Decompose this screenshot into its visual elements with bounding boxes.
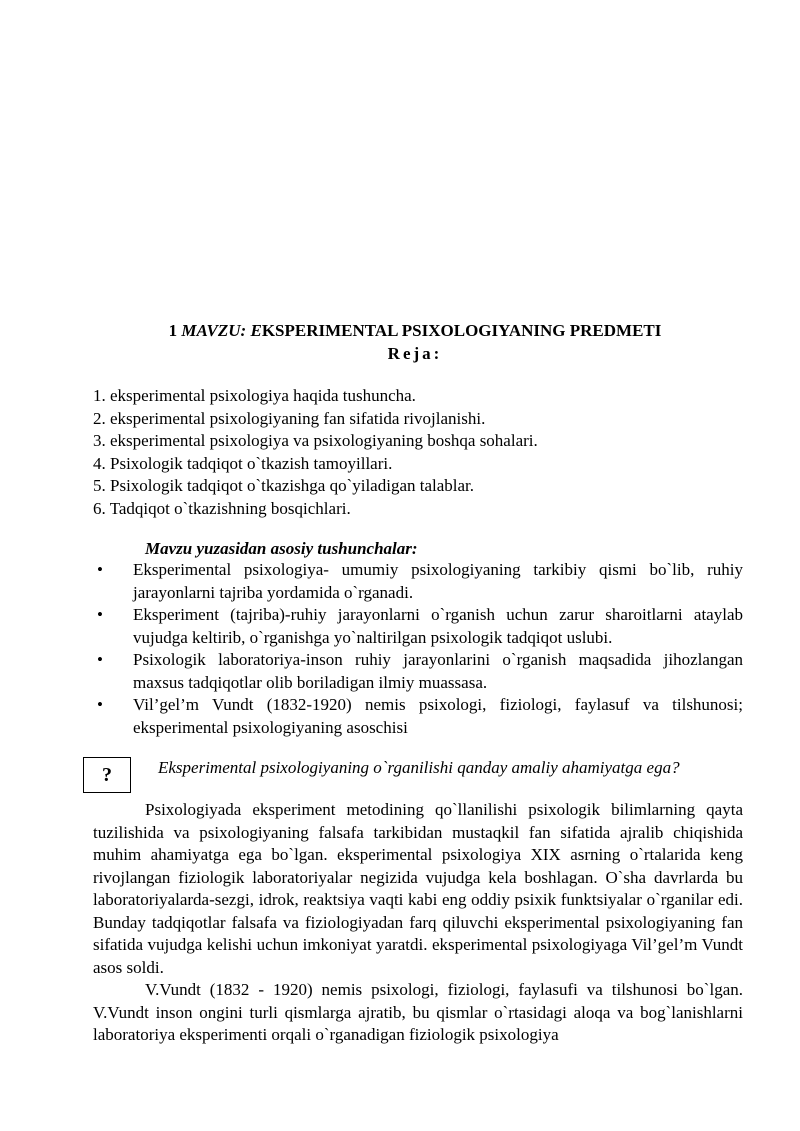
title-rest: KSPERIMENTAL PSIXOLOGIYANING PREDMETI: [261, 321, 662, 340]
plan-item: 3. eksperimental psixologiya va psixologiyaning boshqa sohalari.: [93, 431, 538, 450]
concept-item: [93, 559, 743, 604]
concept-text: Eksperiment (tajriba)-ruhiy jarayonlarni o`rganish uchun zarur sharoitlarni ataylab vujudga keltirib, o`rganishga yo`naltirilgan psixologik tadqiqot uslubi.: [133, 605, 743, 647]
concept-text: Psixologik laboratoriya-inson ruhiy jarayonlarini o`rganish maqsadida jihozlangan maxsus tadqiqotlar olib boriladigan ilmiy muassasa.: [133, 650, 743, 692]
bullet-icon: •: [97, 695, 103, 714]
title-prefix: 1: [168, 321, 182, 340]
plan-item: 6. Tadqiqot o`tkazishning bosqichlari.: [93, 498, 351, 518]
concepts-list: [93, 559, 743, 739]
concepts-heading: Mavzu yuzasidan asosiy tushunchalar:: [145, 539, 418, 558]
bullet-icon: •: [97, 560, 103, 579]
concept-text: Eksperimental psixologiya- umumiy psixologiyaning tarkibiy qismi bo`lib, ruhiy jarayonlarni tajriba yordamida o`rganadi.: [133, 560, 743, 602]
plan-heading: Reja:: [387, 344, 443, 363]
bullet-icon: •: [97, 650, 103, 669]
question-text: Eksperimental psixologiyaning o`rganilishi qanday amaliy ahamiyatga ega?: [158, 758, 680, 777]
plan-list: [93, 385, 743, 520]
bullet-icon: •: [97, 605, 103, 624]
concept-text: Vil’gel’m Vundt (1832-1920) nemis psixologi, fiziologi, faylasuf va tilshunosi; eksperimental psixologiyaning asoschisi: [133, 695, 743, 737]
question-mark-box: ?: [83, 757, 131, 793]
concept-item: [93, 649, 743, 694]
concept-item: [93, 694, 743, 739]
plan-item: 2. eksperimental psixologiyaning fan sifatida rivojlanishi.: [93, 408, 486, 428]
title-italic: MAVZU: E: [181, 321, 262, 340]
body-text: [93, 799, 743, 1047]
page-title: [90, 320, 740, 342]
paragraph: Psixologiyada eksperiment metodining qo`llanilishi psixologik bilimlarning qayta tuzilishida va psixologiyaning falsafa tarkibidan mustaqkil fan sifatida ajralib chiqishida muhim ahamiyatga ega bo`lgan. eksperimental psixologiya XIX asrning o`rtalarida keng rivojlangan fiziologik laboratoriyalar negizida vujudga kela boshlagan. O`sha davrlarda bu laboratoriyalarda-sezgi, idrok, reaktsiya vaqti kabi eng oddiy psixik funktsiyalar o`rganilar edi. Bunday tadqiqotlar falsafa va fiziologiyadan farq qiluvchi eksperimental psixologiyaning fan sifatida vujudga kelishi uchun imkoniyat yaratdi. eksperimental psixologiyaga Vil’gel’m Vundt asos soldi.: [93, 800, 743, 977]
plan-item: 4. Psixologik tadqiqot o`tkazish tamoyillari.: [93, 453, 393, 473]
concept-item: [93, 604, 743, 649]
plan-item: 5. Psixologik tadqiqot o`tkazishga qo`yiladigan talablar.: [93, 476, 475, 495]
paragraph: V.Vundt (1832 - 1920) nemis psixologi, fiziologi, faylasufi va tilshunosi bo`lgan. V.Vundt inson ongini turli qismlarga ajratib, bu qismlar o`rtasidagi aloqa va bog`lanishlarni laboratoriya eksperimenti orqali o`rganadigan fiziologik psixologiya: [93, 980, 743, 1044]
plan-item: 1. eksperimental psixologiya haqida tushuncha.: [93, 386, 416, 405]
